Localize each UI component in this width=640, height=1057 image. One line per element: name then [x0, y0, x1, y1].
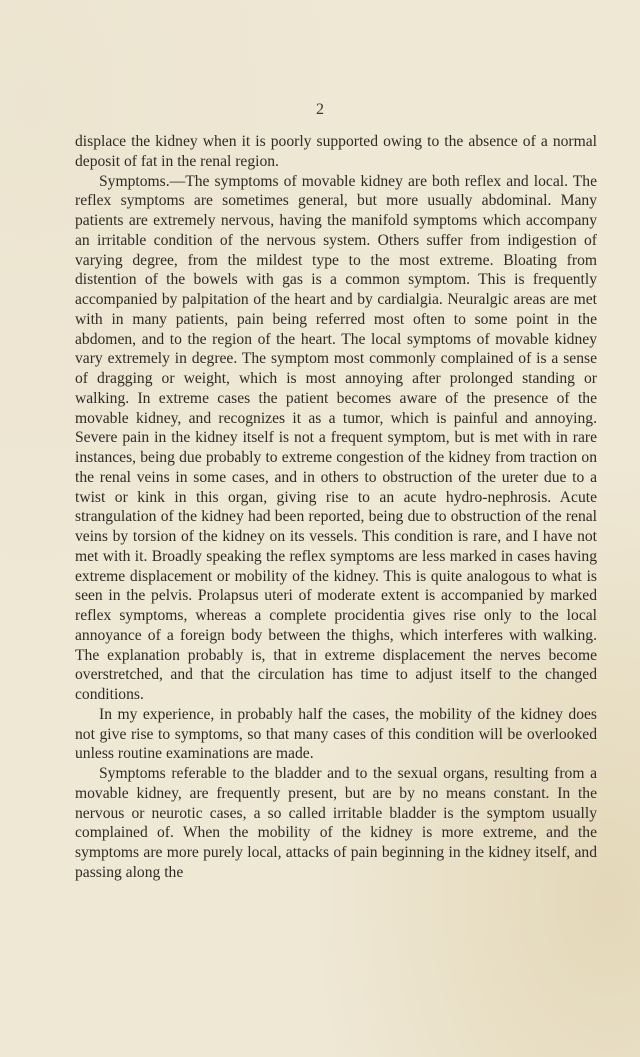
paragraph-symptoms: Symptoms.—The symptoms of movable kidney are both reflex and local. The reflex symptoms are sometimes general, but more usually abdominal. Many patients are extremely nervous, having the manifold symptoms which accompany an irritable condition of the nervous system. Others suffer from indigestion of varying degree, from the mildest type to the most extreme. Bloating from distention of the bowels with gas is a common symptom. This is frequently accompanied by palpitation of the heart and by cardialgia. Neuralgic areas are met with in many patients, pain being referred most often to some point in the abdomen, and to the region of the heart. The local symptoms of movable kidney vary extremely in degree. The symptom most commonly complained of is a sense of dragging or weight, which is most annoying after prolonged standing or walking. In extreme cases the patient becomes aware of the presence of the movable kidney, and recognizes it as a tumor, which is painful and annoying. Severe pain in the kidney itself is not a frequent symptom, but is met with in rare instances, being due probably to extreme congestion of the kidney from traction on the renal veins in some cases, and in others to obstruction of the ureter due to a twist or kink in this organ, giving rise to an acute hydro-nephrosis. Acute strangulation of the kidney had been reported, being due to obstruction of the renal veins by torsion of the kidney on its vessels. This condition is rare, and I have not met with it. Broadly speaking the reflex symptoms are less marked in cases having extreme displacement or mobility of the kidney. This is quite analogous to what is seen in the pelvis. Prolapsus uteri of moderate extent is accompanied by marked reflex symptoms, whereas a complete procidentia gives rise only to the local annoyance of a foreign body between the thighs, which interferes with walking. The explanation probably is, that in extreme displacement the nerves become overstretched, and that the circulation has time to adjust itself to the changed conditions. [75, 172, 597, 703]
page-number: 2 [316, 101, 324, 118]
body-text [75, 132, 597, 883]
paragraph-experience: In my experience, in probably half the cases, the mobility of the kidney does not give rise to symptoms, so that many cases of this condition will be overlooked unless routine examinations are made. [75, 705, 597, 763]
paragraph-bladder: Symptoms referable to the bladder and to the sexual organs, resulting from a movable kidney, are frequently present, but are by no means constant. In the nervous or neurotic cases, a so called irritable bladder is the symptom usually complained of. When the mobility of the kidney is more extreme, and the symptoms are more purely local, attacks of pain beginning in the kidney itself, and passing along the [75, 765, 597, 881]
paragraph-continuation: displace the kidney when it is poorly supported owing to the absence of a normal deposit of fat in the renal region. [75, 133, 597, 170]
